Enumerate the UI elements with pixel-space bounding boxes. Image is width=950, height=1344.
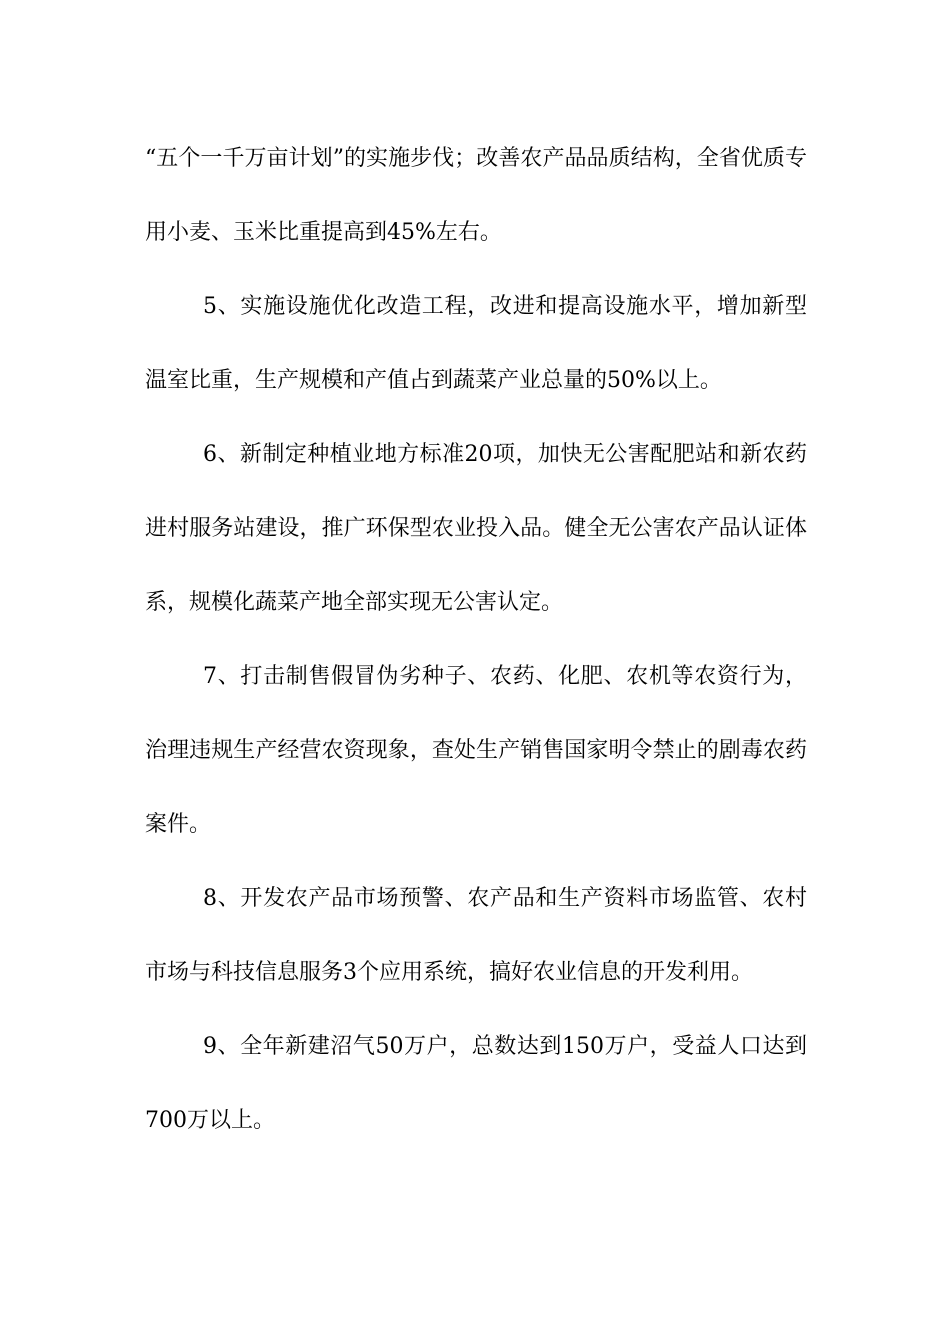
paragraph-continued: “五个一千万亩计划”的实施步伐；改善农产品品质结构，全省优质专用小麦、玉米比重提高到45%左右。 bbox=[145, 146, 807, 245]
paragraph-item-8: 8、开发农产品市场预警、农产品和生产资料市场监管、农村市场与科技信息服务3个应用系统，搞好农业信息的开发利用。 bbox=[145, 886, 807, 985]
document-body bbox=[145, 122, 807, 1158]
paragraph-item-5: 5、实施设施优化改造工程，改进和提高设施水平，增加新型温室比重，生产规模和产值占到蔬菜产业总量的50%以上。 bbox=[145, 294, 807, 393]
paragraph-item-9: 9、全年新建沼气50万户，总数达到150万户，受益人口达到700万以上。 bbox=[145, 1034, 807, 1133]
paragraph-item-7: 7、打击制售假冒伪劣种子、农药、化肥、农机等农资行为，治理违规生产经营农资现象，查处生产销售国家明令禁止的剧毒农药案件。 bbox=[145, 664, 807, 837]
paragraph-item-6: 6、新制定种植业地方标准20项，加快无公害配肥站和新农药进村服务站建设，推广环保型农业投入品。健全无公害农产品认证体系，规模化蔬菜产地全部实现无公害认定。 bbox=[145, 442, 807, 615]
